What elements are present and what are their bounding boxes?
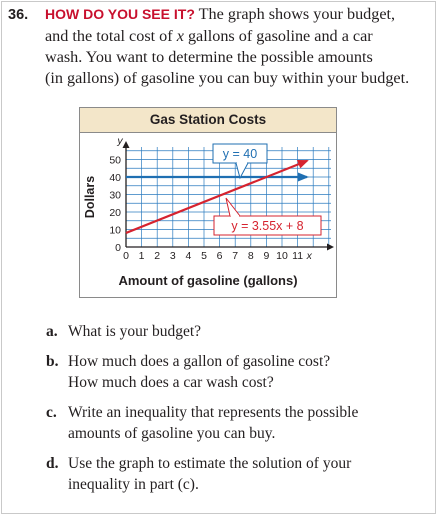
problem-line-3: wash. You want to determine the possible amounts bbox=[45, 48, 373, 66]
cost-label: y = 3.55x + 8 bbox=[231, 219, 304, 233]
x-tick-label: 11 bbox=[292, 250, 304, 262]
part-d-line-2: inequality in part (c). bbox=[68, 476, 199, 493]
x-tick-label: 5 bbox=[201, 250, 207, 262]
part-c-label: c. bbox=[46, 404, 57, 421]
part-a-line-1: What is your budget? bbox=[68, 323, 202, 340]
budget-label-pointer bbox=[236, 163, 248, 178]
x-tick-label: 9 bbox=[263, 250, 270, 262]
y-axis-name: y bbox=[117, 135, 123, 147]
x-tick-label: 10 bbox=[276, 250, 288, 262]
y-tick-label: 40 bbox=[109, 172, 121, 184]
part-b-line-2: How much does a car wash cost? bbox=[68, 374, 274, 391]
problem-line-4: (in gallons) of gasoline you can buy within your budget. bbox=[45, 69, 410, 87]
part-b bbox=[46, 351, 426, 393]
x-tick-label: 0 bbox=[123, 250, 129, 262]
y-axis-label: Dollars bbox=[83, 175, 97, 219]
part-b-line-1: How much does a gallon of gasoline cost? bbox=[68, 353, 331, 370]
cost-label-pointer bbox=[226, 198, 240, 216]
part-d-line-1: Use the graph to estimate the solution of your bbox=[68, 455, 352, 472]
part-b-label: b. bbox=[46, 353, 59, 370]
x-tick-label: 4 bbox=[185, 250, 192, 262]
problem-var-x: x bbox=[176, 27, 184, 45]
x-axis-label: Amount of gasoline (gallons) bbox=[118, 273, 298, 288]
y-tick-label: 50 bbox=[109, 154, 121, 167]
chart-figure bbox=[79, 107, 337, 298]
x-axis-name: x bbox=[306, 250, 312, 262]
part-c bbox=[46, 402, 426, 444]
x-tick-label: 3 bbox=[169, 250, 176, 262]
problem-statement bbox=[8, 4, 432, 89]
y-axis-arrow bbox=[123, 141, 130, 148]
problem-line-1 bbox=[8, 4, 432, 26]
part-a-label: a. bbox=[46, 323, 58, 340]
problem-text-2: and the total cost of bbox=[45, 27, 173, 45]
part-c-line-1: Write an inequality that represents the possible bbox=[68, 404, 359, 421]
part-d bbox=[46, 453, 426, 495]
x-axis-arrow bbox=[327, 244, 334, 251]
problem-text-1: The graph shows your budget, bbox=[198, 5, 396, 23]
chart-svg bbox=[80, 108, 336, 297]
y-tick-label: 30 bbox=[109, 189, 121, 202]
x-tick-label: 8 bbox=[247, 250, 254, 262]
x-tick-label: 1 bbox=[138, 250, 145, 262]
problem-text-2-end: gallons of gasoline and a car bbox=[187, 27, 373, 45]
question-parts bbox=[46, 321, 426, 504]
part-d-label: d. bbox=[46, 455, 59, 472]
chart-title: Gas Station Costs bbox=[80, 108, 336, 133]
y-tick-label: 10 bbox=[109, 224, 121, 237]
budget-label: y = 40 bbox=[222, 147, 258, 161]
problem-number: 36. bbox=[8, 7, 29, 23]
part-c-line-2: amounts of gasoline you can buy. bbox=[68, 425, 276, 442]
problem-line-2 bbox=[8, 26, 432, 47]
budget-line-arrow bbox=[298, 173, 309, 182]
problem-lead: HOW DO YOU SEE IT? bbox=[45, 6, 195, 22]
y-tick-label: 20 bbox=[109, 207, 121, 219]
x-tick-label: 2 bbox=[154, 250, 161, 262]
part-a bbox=[46, 321, 426, 342]
x-tick-label: 6 bbox=[216, 250, 223, 262]
x-tick-label: 7 bbox=[232, 250, 239, 262]
cost-line-arrow bbox=[297, 160, 309, 168]
y-tick-label: 0 bbox=[115, 242, 121, 254]
